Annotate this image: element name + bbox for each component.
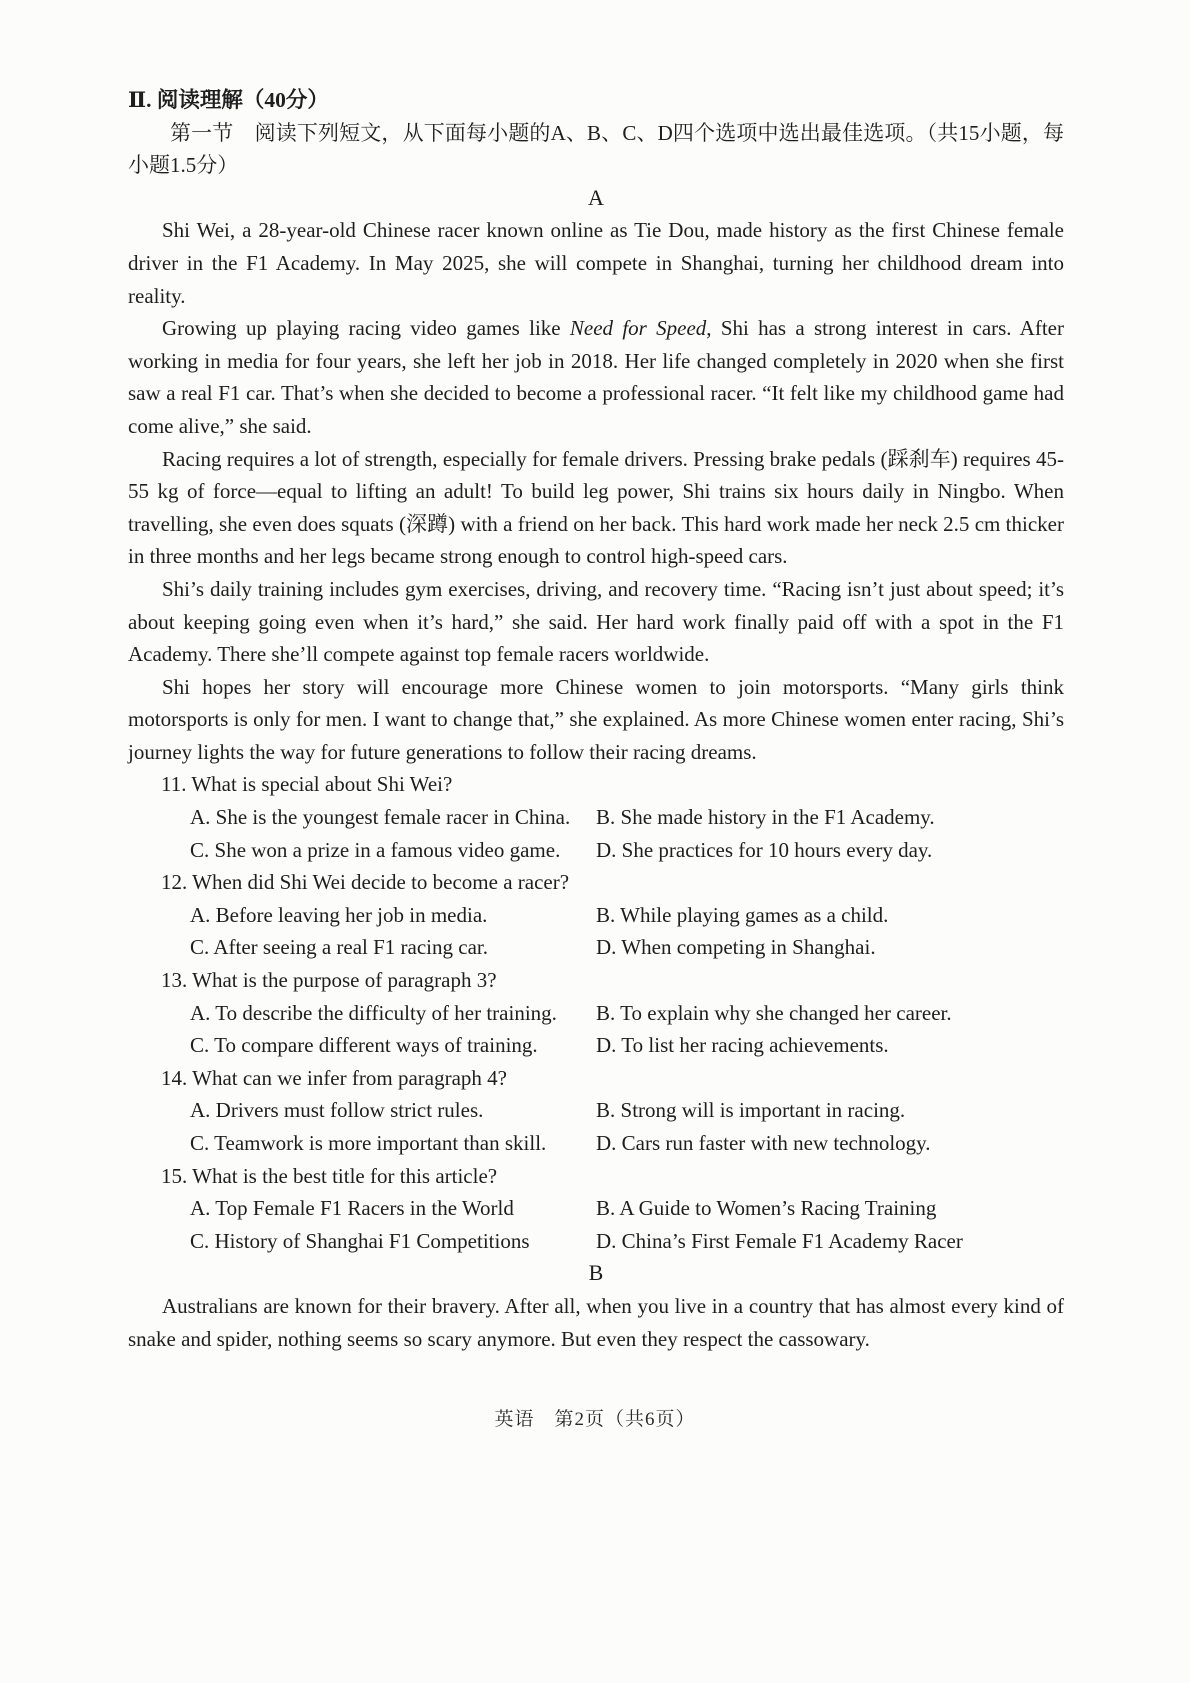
option-c: [190, 1029, 596, 1062]
passage-a-paragraph-5: Shi hopes her story will encourage more Chinese women to join motorsports. “Many girls think motorsports is only for men. I want to change that,” she explained. As more Chinese women enter racing, Shi’s journey lights the way for future generations to follow their racing dreams.: [128, 674, 1064, 764]
question-text: What is the best title for this article?: [192, 1163, 498, 1188]
option-label: A.: [190, 1196, 211, 1221]
option-text: A Guide to Women’s Racing Training: [619, 1196, 937, 1221]
option-text: History of Shanghai F1 Competitions: [214, 1228, 530, 1253]
question-stem-line: [161, 866, 1064, 899]
option-label: C.: [190, 837, 210, 862]
option-text: To describe the difficulty of her training.: [215, 1000, 557, 1025]
option-label: D.: [596, 1131, 617, 1155]
option-a: [190, 1094, 596, 1127]
option-label: C.: [190, 1131, 210, 1155]
passage-a-label: A: [588, 184, 604, 210]
question-13: [161, 964, 1064, 1062]
question-options: [190, 1192, 1064, 1257]
option-label: B.: [596, 1196, 616, 1221]
option-label: B.: [596, 1098, 616, 1123]
option-label: C.: [190, 1033, 210, 1058]
option-label: A.: [190, 805, 211, 830]
question-options: [190, 997, 1064, 1062]
option-label: B.: [596, 1000, 616, 1025]
option-label: A.: [190, 1000, 211, 1025]
option-c: [190, 931, 596, 964]
option-text: Teamwork is more important than skill.: [214, 1131, 547, 1155]
option-text: She practices for 10 hours every day.: [621, 837, 933, 862]
question-number: 13.: [161, 968, 188, 993]
question-number: 14.: [161, 1065, 188, 1090]
passage-a-paragraph-1: Shi Wei, a 28-year-old Chinese racer known online as Tie Dou, made history as the first Chinese female driver in the F1 Academy. In May 2025, she will compete in Shanghai, turning her childhood dream into reality.: [128, 218, 1064, 308]
option-a: [190, 801, 596, 834]
option-a: [190, 1192, 596, 1225]
option-text: To explain why she changed her career.: [620, 1000, 952, 1025]
question-text: What can we infer from paragraph 4?: [192, 1065, 507, 1090]
option-text: While playing games as a child.: [620, 902, 889, 927]
option-d: [596, 1225, 1064, 1258]
option-d: [596, 1029, 1064, 1062]
option-text: After seeing a real F1 racing car.: [213, 935, 488, 960]
option-a: [190, 899, 596, 932]
option-c: [190, 1225, 596, 1258]
paragraph-text: , Shi has a strong interest in cars. After working in media for four years, she left her job in 2018. Her life changed completely in 2020 when she first saw a real F1 car. That’s when she decided to become a professional racer. “It felt like my childhood game had come alive,” she said.: [128, 316, 1064, 438]
question-12: [161, 866, 1064, 964]
option-label: B.: [596, 902, 616, 927]
option-label: C.: [190, 935, 210, 960]
page-footer: 英语 第2页（共6页）: [494, 1409, 696, 1430]
passage-a-paragraph-4: Shi’s daily training includes gym exercises, driving, and recovery time. “Racing isn’t just about speed; it’s about keeping going even when it’s hard,” she said. Her hard work finally paid off with a spot in the F1 Academy. There she’ll compete against top female racers worldwide.: [128, 576, 1064, 667]
question-options: [190, 1094, 1064, 1159]
option-label: A.: [190, 1098, 211, 1123]
question-text: What is the purpose of paragraph 3?: [192, 968, 497, 993]
option-text: To list her racing achievements.: [621, 1033, 889, 1058]
option-text: Cars run faster with new technology.: [621, 1131, 931, 1155]
question-15: [161, 1160, 1064, 1258]
question-stem-line: [161, 1160, 1064, 1193]
passage-b-label: B: [588, 1260, 604, 1286]
option-label: D.: [596, 1033, 617, 1058]
option-text: To compare different ways of training.: [214, 1033, 538, 1058]
question-14: [161, 1062, 1064, 1160]
option-d: [596, 834, 1064, 867]
option-b: [596, 1192, 1064, 1225]
question-options: [190, 801, 1064, 866]
option-text: She won a prize in a famous video game.: [214, 837, 561, 862]
option-a: [190, 997, 596, 1030]
question-stem-line: [161, 768, 1064, 801]
option-text: China’s First Female F1 Academy Racer: [621, 1228, 963, 1253]
option-b: [596, 997, 1064, 1030]
option-text: Drivers must follow strict rules.: [215, 1098, 484, 1123]
passage-a-paragraph-2: [128, 312, 1064, 442]
question-number: 11.: [161, 772, 187, 797]
option-text: She made history in the F1 Academy.: [620, 805, 935, 830]
section-heading: Ⅱ. 阅读理解（40分）: [128, 88, 329, 112]
option-label: B.: [596, 805, 616, 830]
game-title-italic: Need for Speed: [569, 316, 707, 341]
option-label: D.: [596, 837, 617, 862]
question-number: 12.: [161, 870, 188, 895]
option-label: D.: [596, 1228, 617, 1253]
question-text: When did Shi Wei decide to become a racer?: [192, 870, 570, 895]
option-label: D.: [596, 935, 617, 960]
passage-b-paragraph-1: Australians are known for their bravery. After all, when you live in a country that has almost every kind of snake and spider, nothing seems so scary anymore. But even they respect the cassowary.: [128, 1293, 1064, 1351]
option-c: [190, 834, 596, 867]
option-d: [596, 931, 1064, 964]
option-b: [596, 801, 1064, 834]
option-text: Strong will is important in racing.: [620, 1098, 906, 1123]
page-content: [128, 84, 1064, 1355]
question-stem-line: [161, 964, 1064, 997]
option-text: Before leaving her job in media.: [215, 902, 488, 927]
option-c: [190, 1127, 596, 1160]
option-d: [596, 1127, 1064, 1160]
option-text: Top Female F1 Racers in the World: [215, 1196, 514, 1221]
question-text: What is special about Shi Wei?: [191, 772, 453, 797]
question-11: [161, 768, 1064, 866]
option-text: She is the youngest female racer in China.: [215, 805, 571, 830]
option-b: [596, 1094, 1064, 1127]
question-stem-line: [161, 1062, 1064, 1095]
question-options: [190, 899, 1064, 964]
section-instructions: 第一节 阅读下列短文，从下面每小题的A、B、C、D四个选项中选出最佳选项。（共15小题，每小题1.5分）: [128, 120, 1064, 178]
passage-a-paragraph-3: Racing requires a lot of strength, especially for female drivers. Pressing brake pedals (踩刹车) requires 45-55 kg of force—equal to lifting an adult! To build leg power, Shi trains six hours daily in Ningbo. When travelling, she even does squats (深蹲) with a friend on her back. This hard work made her neck 2.5 cm thicker in three months and her legs became strong enough to control high-speed cars.: [128, 446, 1064, 569]
option-label: A.: [190, 902, 211, 927]
option-label: C.: [190, 1228, 210, 1253]
question-number: 15.: [161, 1163, 188, 1188]
option-text: When competing in Shanghai.: [621, 935, 876, 960]
option-b: [596, 899, 1064, 932]
paragraph-text: Growing up playing racing video games like: [162, 316, 570, 341]
